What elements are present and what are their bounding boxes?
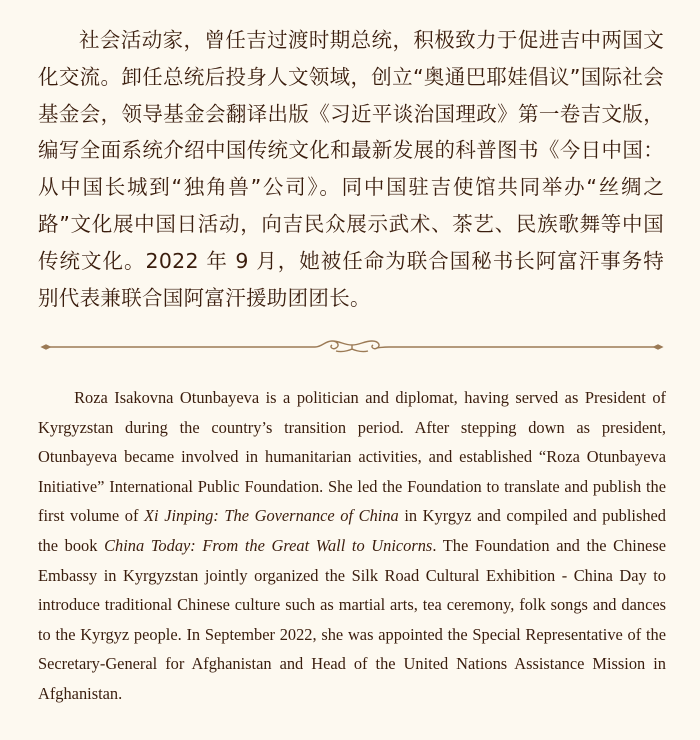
english-biography bbox=[38, 383, 666, 709]
divider-right-end bbox=[654, 345, 662, 349]
english-text-part3: . The Foundation and the Chinese Embassy in Kyrgyzstan jointly organized the Silk Road Cultural Exhibition - China Day to introduce traditional Chinese culture such as martial arts, tea ceremony, folk songs and dances to the Kyrgyz people. In September 2022, she was appointed the Special Representative of the Secretary-General for Afghanistan and Head of the United Nations Assistance Mission in Afghanistan. bbox=[38, 535, 666, 703]
english-text-part2: in Kyrgyz and compiled and published the book bbox=[38, 506, 667, 555]
divider-center-tail bbox=[377, 347, 389, 348]
divider-center-scroll bbox=[315, 341, 379, 352]
chinese-paragraph: 社会活动家，曾任吉过渡时期总统，积极致力于促进吉中两国文化交流。卸任总统后投身人文领域，创立“奥通巴耶娃倡议”国际社会基金会，领导基金会翻译出版《习近平谈治国理政》第一卷吉文版，编写全面系统介绍中国传统文化和最新发展的科普图书《今日中国：从中国长城到“独角兽”公司》。同中国驻吉使馆共同举办“丝绸之路”文化展中国日活动，向吉民众展示武术、茶艺、民族歌舞等中国传统文化。2022 年 9 月，她被任命为联合国秘书长阿富汗事务特别代表兼联合国阿富汗援助团团长。 bbox=[38, 28, 664, 310]
divider-left-end bbox=[42, 345, 50, 349]
chinese-biography bbox=[38, 22, 664, 316]
english-paragraph bbox=[38, 383, 666, 709]
book-title-governance: Xi Jinping: The Governance of China bbox=[144, 506, 399, 526]
english-text-part1: Roza Isakovna Otunbayeva is a politician and diplomat, having served as President of Kyrgyzstan during the country’s transition period. After stepping down as president, Otunbayeva became involved in humanitarian activities, and established “Roza Otunbayeva Initiative” International Public Foundation. She led the Foundation to translate and publish the first volume of bbox=[38, 388, 666, 526]
ornamental-divider bbox=[40, 337, 664, 359]
book-title-china-today: China Today: From the Great Wall to Unicorns bbox=[104, 535, 433, 555]
